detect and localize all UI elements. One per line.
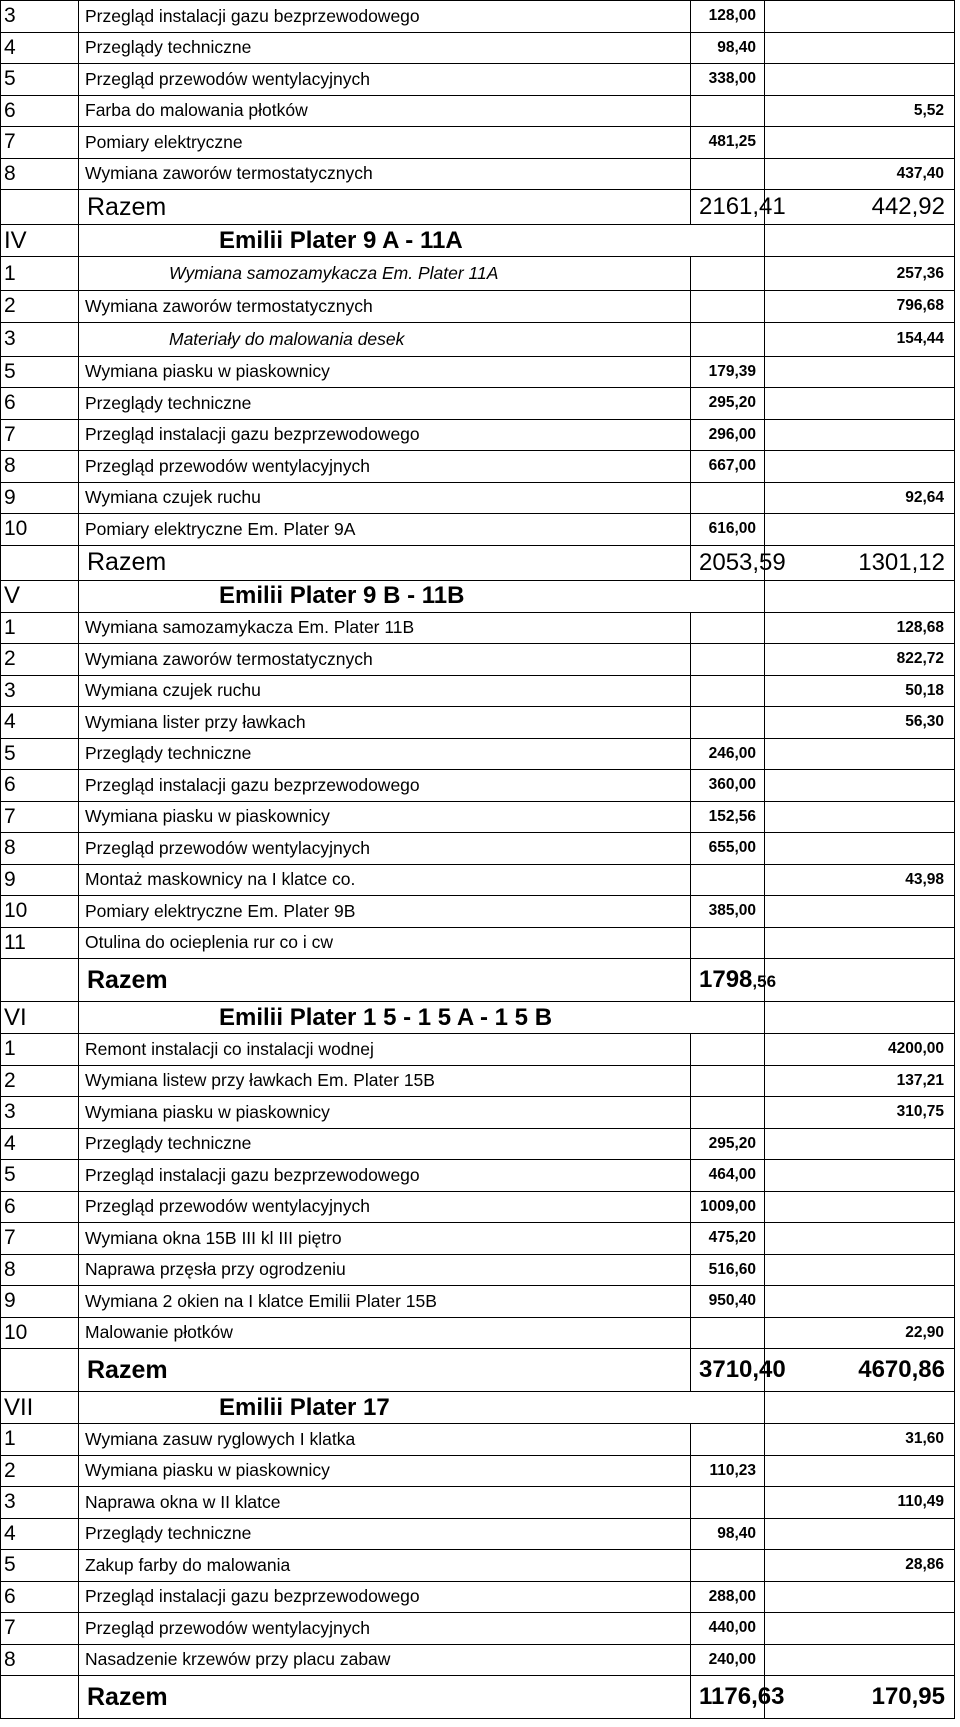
row-description: Pomiary elektryczne (79, 127, 691, 159)
row-amount-1: 516,60 (691, 1254, 765, 1286)
row-index: 7 (1, 801, 79, 833)
row-index: 4 (1, 32, 79, 64)
table-row (1, 675, 955, 707)
section-empty-cell (765, 580, 955, 612)
row-description: Montaż maskownicy na I klatce co. (79, 864, 691, 896)
row-amount-1 (691, 291, 765, 323)
total-amount-1: 2161,41 (691, 190, 765, 225)
row-index: 6 (1, 388, 79, 420)
row-amount-1 (691, 1424, 765, 1456)
row-index: 8 (1, 1644, 79, 1676)
table-row (1, 927, 955, 959)
table-row (1, 707, 955, 739)
row-index: 4 (1, 1128, 79, 1160)
table-row (1, 1191, 955, 1223)
row-amount-1: 440,00 (691, 1613, 765, 1645)
row-amount-1: 152,56 (691, 801, 765, 833)
row-description: Przegląd instalacji gazu bezprzewodowego (79, 1581, 691, 1613)
row-amount-1 (691, 644, 765, 676)
table-row (1, 388, 955, 420)
row-amount-2: 92,64 (765, 482, 955, 514)
row-description: Wymiana piasku w piaskownicy (79, 1455, 691, 1487)
row-amount-1: 246,00 (691, 738, 765, 770)
section-empty-cell (765, 1392, 955, 1424)
row-amount-2 (765, 451, 955, 483)
row-amount-1: 179,39 (691, 356, 765, 388)
total-amount-2: 442,92 (765, 190, 955, 225)
row-index: 3 (1, 1487, 79, 1519)
row-amount-2 (765, 356, 955, 388)
row-index: 4 (1, 1518, 79, 1550)
row-amount-1 (691, 1317, 765, 1349)
row-description: Wymiana samozamykacza Em. Plater 11B (79, 612, 691, 644)
row-description: Przeglądy techniczne (79, 388, 691, 420)
table-row (1, 1, 955, 33)
section-number: V (1, 580, 79, 612)
row-amount-1 (691, 927, 765, 959)
row-index: 1 (1, 612, 79, 644)
row-description: Przegląd przewodów wentylacyjnych (79, 1613, 691, 1645)
table-row (1, 1034, 955, 1066)
row-amount-2 (765, 801, 955, 833)
section-header-row (1, 580, 955, 612)
table-row (1, 1613, 955, 1645)
row-index: 1 (1, 1034, 79, 1066)
row-index (1, 1676, 79, 1719)
row-amount-2: 5,52 (765, 95, 955, 127)
row-index: 11 (1, 927, 79, 959)
row-index: 5 (1, 356, 79, 388)
table-row (1, 1424, 955, 1456)
total-amount-2: 4670,86 (765, 1349, 955, 1392)
row-amount-2 (765, 1254, 955, 1286)
row-amount-1: 295,20 (691, 388, 765, 420)
row-index: 10 (1, 1317, 79, 1349)
row-description: Wymiana samozamykacza Em. Plater 11A (79, 257, 691, 291)
row-index: 8 (1, 158, 79, 190)
table-row (1, 1581, 955, 1613)
table-row (1, 644, 955, 676)
row-amount-1: 288,00 (691, 1581, 765, 1613)
section-header-row (1, 225, 955, 257)
row-index: 7 (1, 419, 79, 451)
row-index: 5 (1, 738, 79, 770)
row-amount-1 (691, 322, 765, 356)
total-amount-1-decimals: ,56 (752, 972, 777, 991)
row-amount-2: 50,18 (765, 675, 955, 707)
row-index: 5 (1, 64, 79, 96)
row-amount-2 (765, 127, 955, 159)
table-row (1, 864, 955, 896)
row-amount-2: 257,36 (765, 257, 955, 291)
row-amount-2 (765, 1160, 955, 1192)
total-row (1, 959, 955, 1002)
row-description: Wymiana lister przy ławkach (79, 707, 691, 739)
row-amount-2 (765, 1644, 955, 1676)
total-label: Razem (79, 545, 691, 580)
row-index: 9 (1, 482, 79, 514)
row-amount-1: 475,20 (691, 1223, 765, 1255)
row-amount-1: 655,00 (691, 833, 765, 865)
row-description: Wymiana czujek ruchu (79, 482, 691, 514)
row-index (1, 959, 79, 1002)
row-description: Przegląd przewodów wentylacyjnych (79, 451, 691, 483)
row-amount-1 (691, 158, 765, 190)
total-amount-1: 2053,59 (691, 545, 765, 580)
row-amount-1 (691, 675, 765, 707)
row-amount-2: 310,75 (765, 1097, 955, 1129)
row-description: Przegląd instalacji gazu bezprzewodowego (79, 1160, 691, 1192)
row-amount-2: 56,30 (765, 707, 955, 739)
row-amount-1: 667,00 (691, 451, 765, 483)
row-amount-1: 98,40 (691, 1518, 765, 1550)
section-title: Emilii Plater 9 A - 11A (79, 225, 765, 257)
table-row (1, 1128, 955, 1160)
section-header-row (1, 1392, 955, 1424)
row-index: 6 (1, 1581, 79, 1613)
table-row (1, 1223, 955, 1255)
row-amount-2: 437,40 (765, 158, 955, 190)
row-description: Wymiana piasku w piaskownicy (79, 801, 691, 833)
row-index: 9 (1, 1286, 79, 1318)
row-index: 7 (1, 1613, 79, 1645)
row-amount-2 (765, 770, 955, 802)
row-index: 6 (1, 95, 79, 127)
row-index: 3 (1, 675, 79, 707)
table-row (1, 738, 955, 770)
row-amount-1: 360,00 (691, 770, 765, 802)
row-amount-2 (765, 1455, 955, 1487)
row-description: Przeglądy techniczne (79, 738, 691, 770)
row-index: 5 (1, 1160, 79, 1192)
total-amount-2: 170,95 (765, 1676, 955, 1719)
row-description: Nasadzenie krzewów przy placu zabaw (79, 1644, 691, 1676)
row-description: Otulina do ocieplenia rur co i cw (79, 927, 691, 959)
row-amount-1: 128,00 (691, 1, 765, 33)
row-description: Przegląd przewodów wentylacyjnych (79, 833, 691, 865)
table-row (1, 896, 955, 928)
row-amount-1: 481,25 (691, 127, 765, 159)
row-amount-1 (691, 1550, 765, 1582)
table-row (1, 833, 955, 865)
row-amount-1 (691, 95, 765, 127)
row-index: 3 (1, 1097, 79, 1129)
row-index: 4 (1, 707, 79, 739)
row-amount-1 (691, 1097, 765, 1129)
table-row (1, 419, 955, 451)
row-amount-2 (765, 419, 955, 451)
table-row (1, 1644, 955, 1676)
table-row (1, 158, 955, 190)
total-amount-1: 3710,40 (691, 1349, 765, 1392)
row-amount-2 (765, 1, 955, 33)
table-row (1, 801, 955, 833)
row-amount-1 (691, 482, 765, 514)
row-amount-2: 43,98 (765, 864, 955, 896)
table-row (1, 1317, 955, 1349)
row-description: Przegląd instalacji gazu bezprzewodowego (79, 419, 691, 451)
row-amount-2 (765, 1613, 955, 1645)
section-title: Emilii Plater 1 5 - 1 5 A - 1 5 B (79, 1002, 765, 1034)
row-index: 8 (1, 833, 79, 865)
row-amount-1 (691, 707, 765, 739)
table-row (1, 1160, 955, 1192)
row-amount-2: 110,49 (765, 1487, 955, 1519)
cost-table-body (1, 1, 955, 1719)
row-index (1, 190, 79, 225)
row-index: 7 (1, 1223, 79, 1255)
row-index: 10 (1, 896, 79, 928)
table-row (1, 1286, 955, 1318)
row-amount-2 (765, 738, 955, 770)
row-amount-1: 338,00 (691, 64, 765, 96)
row-description: Zakup farby do malowania (79, 1550, 691, 1582)
row-index: 1 (1, 257, 79, 291)
row-description: Przeglądy techniczne (79, 1128, 691, 1160)
row-amount-2 (765, 514, 955, 546)
table-row (1, 451, 955, 483)
row-index: 10 (1, 514, 79, 546)
row-description: Przeglądy techniczne (79, 1518, 691, 1550)
row-amount-2 (765, 1128, 955, 1160)
row-amount-1: 464,00 (691, 1160, 765, 1192)
row-amount-1: 240,00 (691, 1644, 765, 1676)
row-index: 6 (1, 1191, 79, 1223)
row-description: Przegląd instalacji gazu bezprzewodowego (79, 770, 691, 802)
row-description: Przegląd przewodów wentylacyjnych (79, 1191, 691, 1223)
row-amount-2 (765, 1286, 955, 1318)
row-index (1, 1349, 79, 1392)
row-description: Pomiary elektryczne Em. Plater 9B (79, 896, 691, 928)
row-index: 8 (1, 451, 79, 483)
row-amount-2 (765, 1191, 955, 1223)
table-row (1, 322, 955, 356)
row-amount-2: 22,90 (765, 1317, 955, 1349)
row-description: Naprawa przęsła przy ogrodzeniu (79, 1254, 691, 1286)
section-empty-cell (765, 225, 955, 257)
section-title: Emilii Plater 17 (79, 1392, 765, 1424)
row-index: 8 (1, 1254, 79, 1286)
table-row (1, 1065, 955, 1097)
row-amount-1: 385,00 (691, 896, 765, 928)
row-amount-2 (765, 1223, 955, 1255)
row-amount-2: 154,44 (765, 322, 955, 356)
table-row (1, 482, 955, 514)
table-row (1, 1487, 955, 1519)
section-empty-cell (765, 1002, 955, 1034)
total-label: Razem (79, 1349, 691, 1392)
row-description: Wymiana piasku w piaskownicy (79, 356, 691, 388)
row-description: Naprawa okna w II klatce (79, 1487, 691, 1519)
table-row (1, 291, 955, 323)
table-row (1, 257, 955, 291)
row-description: Materiały do malowania desek (79, 322, 691, 356)
row-amount-1 (691, 1034, 765, 1066)
table-row (1, 32, 955, 64)
row-amount-1: 296,00 (691, 419, 765, 451)
total-amount-2: 1301,12 (765, 545, 955, 580)
row-amount-1: 616,00 (691, 514, 765, 546)
row-index: 2 (1, 291, 79, 323)
row-index (1, 545, 79, 580)
row-description: Przegląd instalacji gazu bezprzewodowego (79, 1, 691, 33)
row-amount-1 (691, 257, 765, 291)
row-description: Wymiana zaworów termostatycznych (79, 644, 691, 676)
total-row (1, 190, 955, 225)
row-amount-1 (691, 612, 765, 644)
row-description: Farba do malowania płotków (79, 95, 691, 127)
total-row (1, 1676, 955, 1719)
row-index: 2 (1, 644, 79, 676)
row-index: 2 (1, 1455, 79, 1487)
table-row (1, 514, 955, 546)
row-amount-1 (691, 1487, 765, 1519)
row-amount-2 (765, 896, 955, 928)
total-amount-1: 1176,63 (691, 1676, 765, 1719)
row-amount-1: 110,23 (691, 1455, 765, 1487)
row-index: 7 (1, 127, 79, 159)
row-amount-1: 950,40 (691, 1286, 765, 1318)
row-index: 2 (1, 1065, 79, 1097)
row-amount-2: 31,60 (765, 1424, 955, 1456)
table-row (1, 356, 955, 388)
row-index: 1 (1, 1424, 79, 1456)
total-label: Razem (79, 1676, 691, 1719)
row-amount-1: 1009,00 (691, 1191, 765, 1223)
total-row (1, 545, 955, 580)
total-row (1, 1349, 955, 1392)
total-label: Razem (79, 959, 691, 1002)
section-number: VII (1, 1392, 79, 1424)
row-amount-1 (691, 864, 765, 896)
total-amount-1-main: 1798 (699, 966, 753, 993)
row-description: Przegląd przewodów wentylacyjnych (79, 64, 691, 96)
table-row (1, 1550, 955, 1582)
section-number: VI (1, 1002, 79, 1034)
table-row (1, 612, 955, 644)
total-amount-1 (691, 959, 777, 1002)
row-index: 5 (1, 1550, 79, 1582)
row-description: Przeglądy techniczne (79, 32, 691, 64)
row-description: Wymiana zasuw ryglowych I klatka (79, 1424, 691, 1456)
row-amount-2 (765, 64, 955, 96)
table-row (1, 1097, 955, 1129)
row-index: 3 (1, 1, 79, 33)
table-row (1, 1455, 955, 1487)
row-index: 9 (1, 864, 79, 896)
row-amount-1: 98,40 (691, 32, 765, 64)
row-amount-2: 137,21 (765, 1065, 955, 1097)
table-row (1, 95, 955, 127)
row-description: Wymiana listew przy ławkach Em. Plater 15B (79, 1065, 691, 1097)
row-amount-1: 295,20 (691, 1128, 765, 1160)
section-header-row (1, 1002, 955, 1034)
row-description: Wymiana czujek ruchu (79, 675, 691, 707)
row-amount-2: 796,68 (765, 291, 955, 323)
row-description: Remont instalacji co instalacji wodnej (79, 1034, 691, 1066)
table-row (1, 1254, 955, 1286)
row-amount-1 (691, 1065, 765, 1097)
row-amount-2: 28,86 (765, 1550, 955, 1582)
row-index: 3 (1, 322, 79, 356)
section-title: Emilii Plater 9 B - 11B (79, 580, 765, 612)
table-row (1, 127, 955, 159)
row-amount-2: 128,68 (765, 612, 955, 644)
section-number: IV (1, 225, 79, 257)
row-description: Wymiana 2 okien na I klatce Emilii Plater 15B (79, 1286, 691, 1318)
table-row (1, 64, 955, 96)
row-amount-2: 822,72 (765, 644, 955, 676)
row-amount-2 (765, 32, 955, 64)
row-description: Wymiana zaworów termostatycznych (79, 158, 691, 190)
row-description: Malowanie płotków (79, 1317, 691, 1349)
row-description: Wymiana piasku w piaskownicy (79, 1097, 691, 1129)
table-row (1, 770, 955, 802)
row-amount-2 (765, 927, 955, 959)
total-label: Razem (79, 190, 691, 225)
row-amount-2 (765, 833, 955, 865)
row-index: 6 (1, 770, 79, 802)
row-amount-2: 4200,00 (765, 1034, 955, 1066)
row-description: Wymiana zaworów termostatycznych (79, 291, 691, 323)
row-amount-2 (765, 1518, 955, 1550)
row-description: Pomiary elektryczne Em. Plater 9A (79, 514, 691, 546)
row-amount-2 (765, 388, 955, 420)
row-description: Wymiana okna 15B III kl III piętro (79, 1223, 691, 1255)
total-amount-2 (765, 959, 955, 1002)
table-row (1, 1518, 955, 1550)
row-amount-2 (765, 1581, 955, 1613)
